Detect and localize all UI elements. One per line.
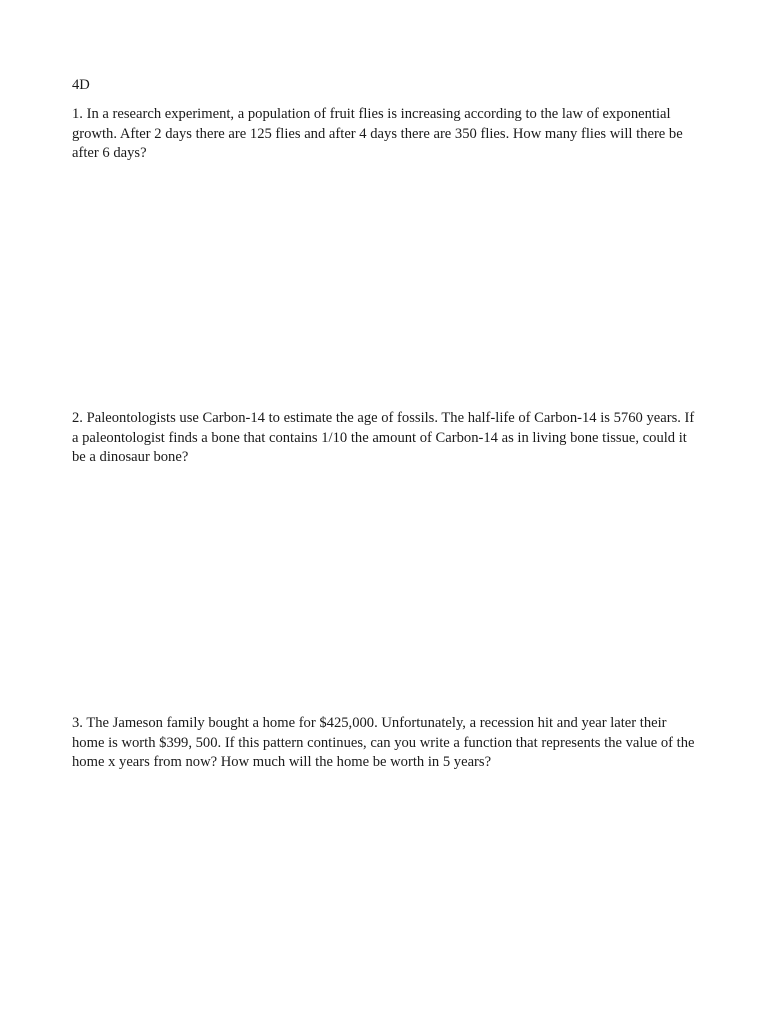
problem-2-text: 2. Paleontologists use Carbon-14 to estimate the age of fossils. The half-life of Carbon-14 is 5760 years. If a paleontologist finds a bone that contains 1/10 the amount of Carbon-14 as in living bone tissue, could it be a dinosaur bone? [72, 410, 695, 465]
problem-1-text: 1. In a research experiment, a population of fruit flies is increasing according to the law of exponential growth. After 2 days there are 125 flies and after 4 days there are 350 flies. How many flies will there be after 6 days? [72, 106, 683, 161]
problem-3-text: 3. The Jameson family bought a home for $425,000. Unfortunately, a recession hit and year later their home is worth $399, 500. If this pattern continues, can you write a function that represents the value of the home x years from now? How much will the home be worth in 5 years? [72, 715, 695, 770]
section-label: 4D [72, 77, 90, 93]
